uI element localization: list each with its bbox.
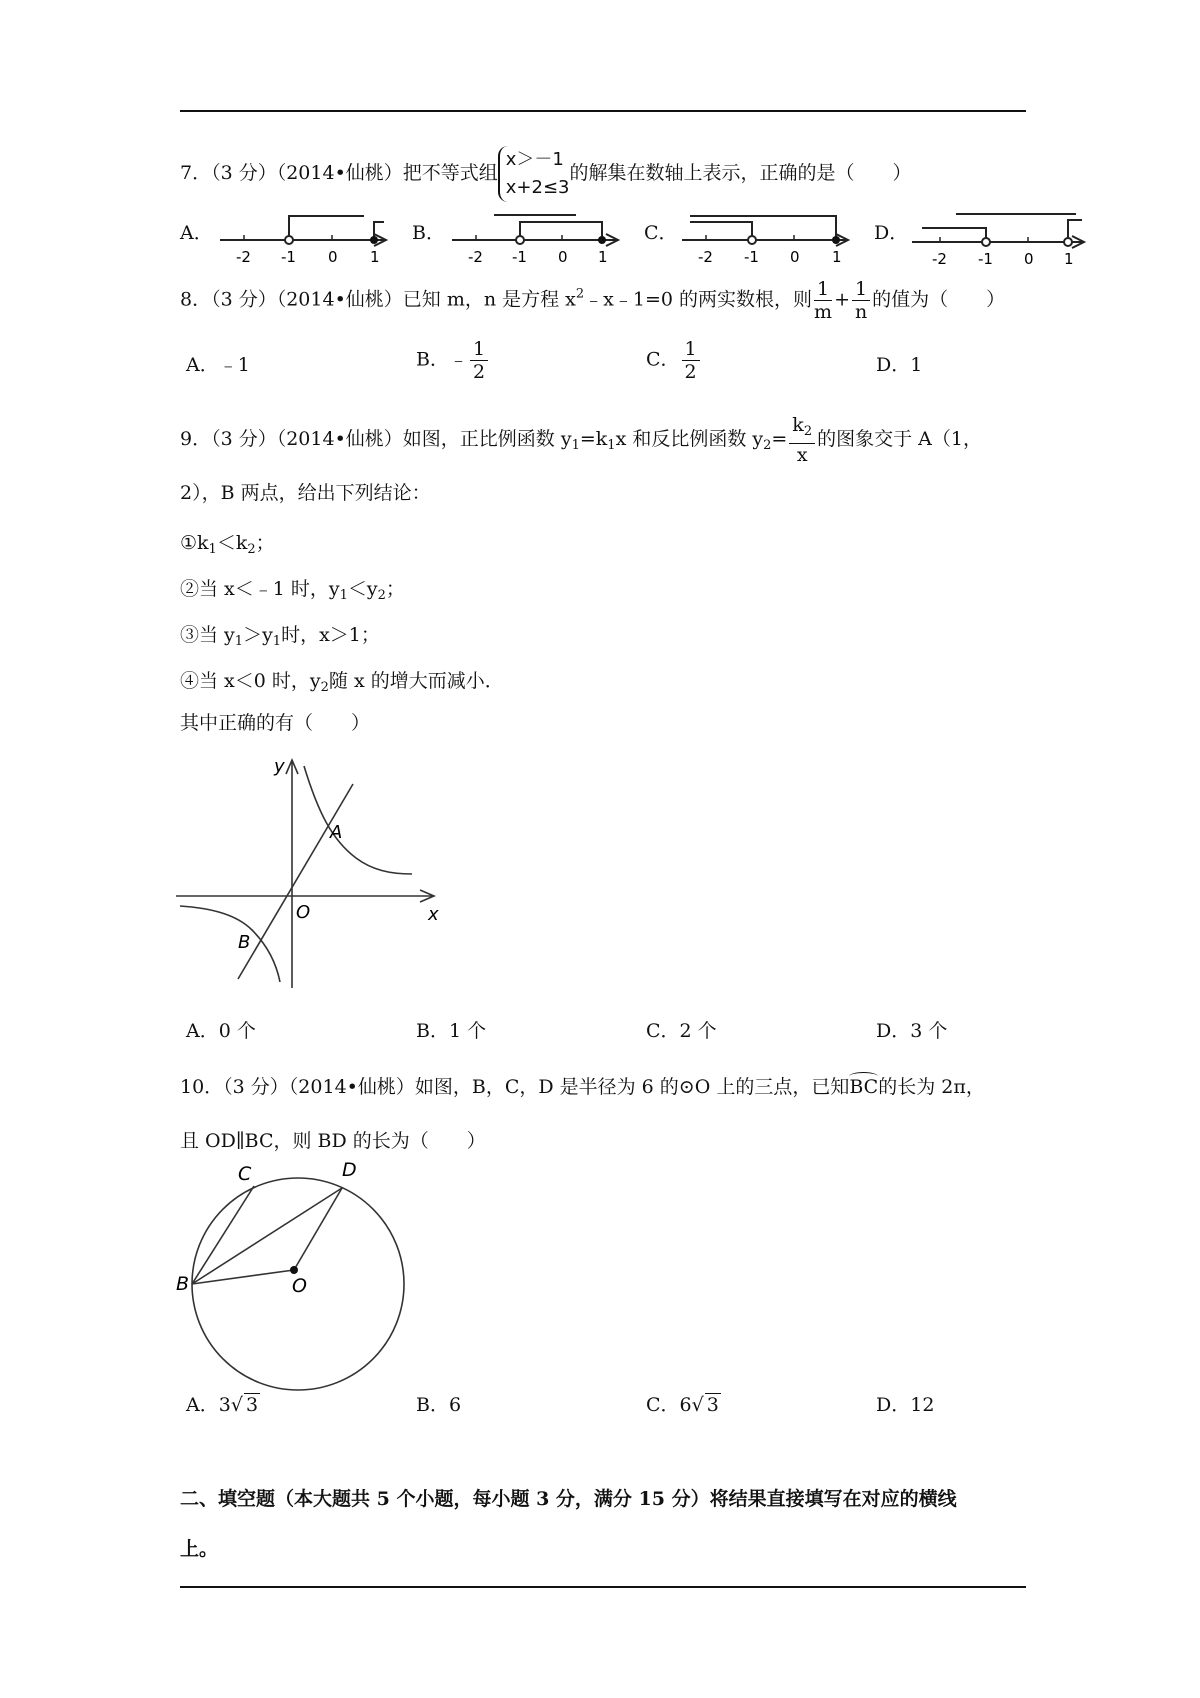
tick-label: 0: [790, 248, 800, 266]
text: C．2 个: [646, 1020, 717, 1042]
q7-option-b-label: B．: [412, 222, 445, 244]
fraction-denominator: 2: [472, 361, 486, 383]
text: 上。: [180, 1538, 219, 1560]
q8-fraction-1-over-n: [852, 278, 870, 323]
subscript: 2: [803, 424, 813, 439]
q9-conclusion-1: [180, 528, 275, 557]
q8-option-c-label: C．: [646, 348, 680, 371]
text: B．1 个: [416, 1020, 487, 1042]
q7-numberline-c: [676, 210, 856, 268]
subscript: 1: [571, 438, 580, 453]
q9-option-c[interactable]: [646, 1016, 717, 1043]
q8-option-c-fraction: [682, 338, 700, 383]
tick-label: 1: [370, 248, 380, 266]
text: 6: [679, 1394, 692, 1416]
q8-lead: 8．（3 分）（2014•仙桃）已知 m，n 是方程 x: [180, 288, 576, 311]
text: ＞y: [243, 624, 273, 646]
text: 2），B 两点，给出下列结论：: [180, 482, 431, 504]
footer-rule: [180, 1586, 1026, 1588]
q7-option-d[interactable]: [874, 218, 908, 245]
tick-label: 0: [558, 248, 568, 266]
q7-inequality-system: [498, 146, 570, 202]
origin-label: O: [296, 902, 311, 923]
fraction-numerator: 1: [682, 338, 700, 361]
text: ；: [385, 578, 405, 600]
q7-ineq-2: x+2≤3: [505, 177, 570, 198]
text: ③当 y: [180, 624, 235, 646]
q8-exponent: 2: [575, 286, 585, 302]
text: 且 OD∥BC，则 BD 的长为（ ）: [180, 1130, 486, 1152]
subscript: 1: [607, 438, 616, 453]
text: 10．（3 分）（2014•仙桃）如图，B，C，D 是半径为 6 的⊙O 上的三点，已知: [180, 1076, 850, 1098]
point-b-label: B: [238, 932, 251, 953]
q9-conclusion-3: [180, 620, 380, 649]
fraction-numerator: [789, 414, 815, 444]
q8-tail: 的值为（ ）: [872, 288, 1006, 311]
q7-ineq-1: x＞－1: [505, 149, 564, 170]
subscript: 1: [234, 634, 244, 649]
y-axis-label: y: [274, 756, 285, 777]
q10-option-c[interactable]: C．6√ 3: [646, 1394, 719, 1416]
text: ＜k: [216, 532, 248, 554]
q9-question: [180, 708, 370, 735]
q9-option-b[interactable]: [416, 1016, 486, 1043]
q8-fraction-1-over-m: [814, 278, 832, 323]
tick-label: 0: [328, 248, 338, 266]
x-axis-label: x: [428, 904, 439, 925]
radicand: 3: [706, 1394, 719, 1416]
text: 时，x＞1；: [281, 624, 380, 646]
point-a-label: A: [330, 822, 343, 843]
radicand: 3: [245, 1394, 259, 1416]
tick-label: 1: [1064, 250, 1074, 268]
text: A．: [186, 1394, 219, 1416]
text: 的长为 2π，: [878, 1076, 985, 1098]
q7-numberline-d: [906, 210, 1092, 268]
q8-stem: [180, 278, 1005, 323]
q8-plus: +: [834, 288, 851, 311]
q10-option-a[interactable]: A．3√ 3: [186, 1394, 259, 1416]
text: 3: [218, 1394, 231, 1416]
text: =k: [579, 428, 608, 450]
text: 随 x 的增大而减小．: [328, 670, 504, 692]
text: D．3 个: [876, 1020, 948, 1042]
q10-stem-line-2: [180, 1126, 486, 1153]
q7-numberline-b: [446, 210, 626, 268]
q7-stem: [180, 146, 912, 202]
text: A．0 个: [186, 1020, 256, 1042]
q7-option-a[interactable]: [180, 218, 213, 245]
q8-option-a[interactable]: [186, 350, 250, 377]
section-2-heading: [180, 1484, 957, 1511]
fraction-numerator: 1: [470, 338, 488, 361]
fraction-numerator: 1: [814, 278, 832, 301]
section-2-heading-line-2: [180, 1534, 218, 1561]
subscript: 1: [272, 634, 282, 649]
q7-tail: 的解集在数轴上表示，正确的是（ ）: [569, 162, 912, 184]
q10-circle-figure: [176, 1160, 416, 1400]
text: C．: [646, 1394, 680, 1416]
q9-option-a[interactable]: [186, 1016, 256, 1043]
fraction-denominator: m: [814, 301, 833, 323]
subscript: 2: [247, 542, 256, 557]
q8-option-b-sign: ﹣: [448, 348, 468, 371]
q7-numberline-a: [214, 210, 394, 268]
text: ②当 x＜﹣1 时，y: [180, 578, 340, 600]
tick-label: -2: [468, 248, 483, 266]
text: 的图象交于 A（1，: [817, 428, 982, 450]
subscript: 2: [320, 680, 329, 695]
q7-lead: 7．（3 分）（2014•仙桃）把不等式组: [180, 162, 498, 184]
q9-graph: [176, 754, 446, 988]
q9-stem-line-2: [180, 478, 431, 505]
fraction-denominator: x: [796, 444, 808, 466]
q10-option-b[interactable]: [416, 1390, 461, 1417]
tick-label: -1: [744, 248, 759, 266]
q8-option-b-label: B．: [416, 348, 449, 371]
q7-option-c[interactable]: [644, 218, 678, 245]
q9-conclusion-2: [180, 574, 405, 603]
point-c-label: C: [238, 1163, 252, 1185]
tick-label: 0: [1024, 250, 1034, 268]
tick-label: 1: [598, 248, 608, 266]
text: 其中正确的有（ ）: [180, 712, 371, 734]
text: k: [792, 414, 804, 436]
tick-label: -2: [236, 248, 251, 266]
q8-option-d[interactable]: [876, 350, 922, 377]
text: 9．（3 分）（2014•仙桃）如图，正比例函数 y: [180, 428, 572, 450]
point-b-label: B: [176, 1273, 190, 1295]
q8-option-d-text: D．1: [876, 354, 923, 376]
subscript: 2: [377, 588, 386, 603]
q7-option-c-label: C．: [644, 222, 678, 244]
subscript: 2: [763, 438, 772, 453]
q9-option-d[interactable]: [876, 1016, 947, 1043]
text: D．12: [876, 1394, 935, 1416]
tick-label: -1: [281, 248, 296, 266]
q10-option-d[interactable]: [876, 1390, 934, 1417]
tick-label: -2: [932, 250, 947, 268]
q9-conclusion-4: [180, 666, 504, 695]
text: ；: [255, 532, 275, 554]
text: ④当 x＜0 时，y: [180, 670, 321, 692]
fraction-denominator: 2: [684, 361, 697, 383]
q8-option-c[interactable]: [646, 338, 702, 383]
q8-mid: ﹣x﹣1=0 的两实数根，则: [584, 288, 813, 311]
tick-label: -2: [698, 248, 713, 266]
q9-stem-line-1: [180, 414, 982, 466]
q7-option-d-label: D．: [874, 222, 909, 244]
tick-label: 1: [832, 248, 842, 266]
text: 二、填空题（本大题共 5 个小题，每小题 3 分，满分 15 分）将结果直接填写在对应的横线: [180, 1488, 957, 1510]
fraction-denominator: n: [854, 301, 868, 323]
q8-option-a-text: A．﹣1: [186, 354, 250, 376]
arc-bc: BC: [849, 1076, 879, 1098]
tick-label: -1: [512, 248, 527, 266]
q9-fraction-k2-over-x: [789, 414, 815, 466]
text: B．6: [416, 1394, 462, 1416]
q7-option-b[interactable]: [412, 218, 445, 245]
text: ＜y: [347, 578, 378, 600]
q7-option-a-label: A．: [180, 222, 213, 244]
text: x 和反比例函数 y: [615, 428, 764, 450]
q10-stem-line-1: [180, 1072, 985, 1099]
text: ①k: [180, 532, 209, 554]
center-o-label: O: [292, 1275, 307, 1297]
point-d-label: D: [342, 1160, 357, 1181]
tick-label: -1: [978, 250, 993, 268]
text: =: [771, 428, 788, 450]
subscript: 1: [339, 588, 348, 603]
q8-option-b-fraction: [470, 338, 488, 383]
q8-option-b[interactable]: [416, 338, 490, 383]
header-rule: [180, 110, 1026, 112]
fraction-numerator: 1: [852, 278, 870, 301]
subscript: 1: [208, 542, 217, 557]
